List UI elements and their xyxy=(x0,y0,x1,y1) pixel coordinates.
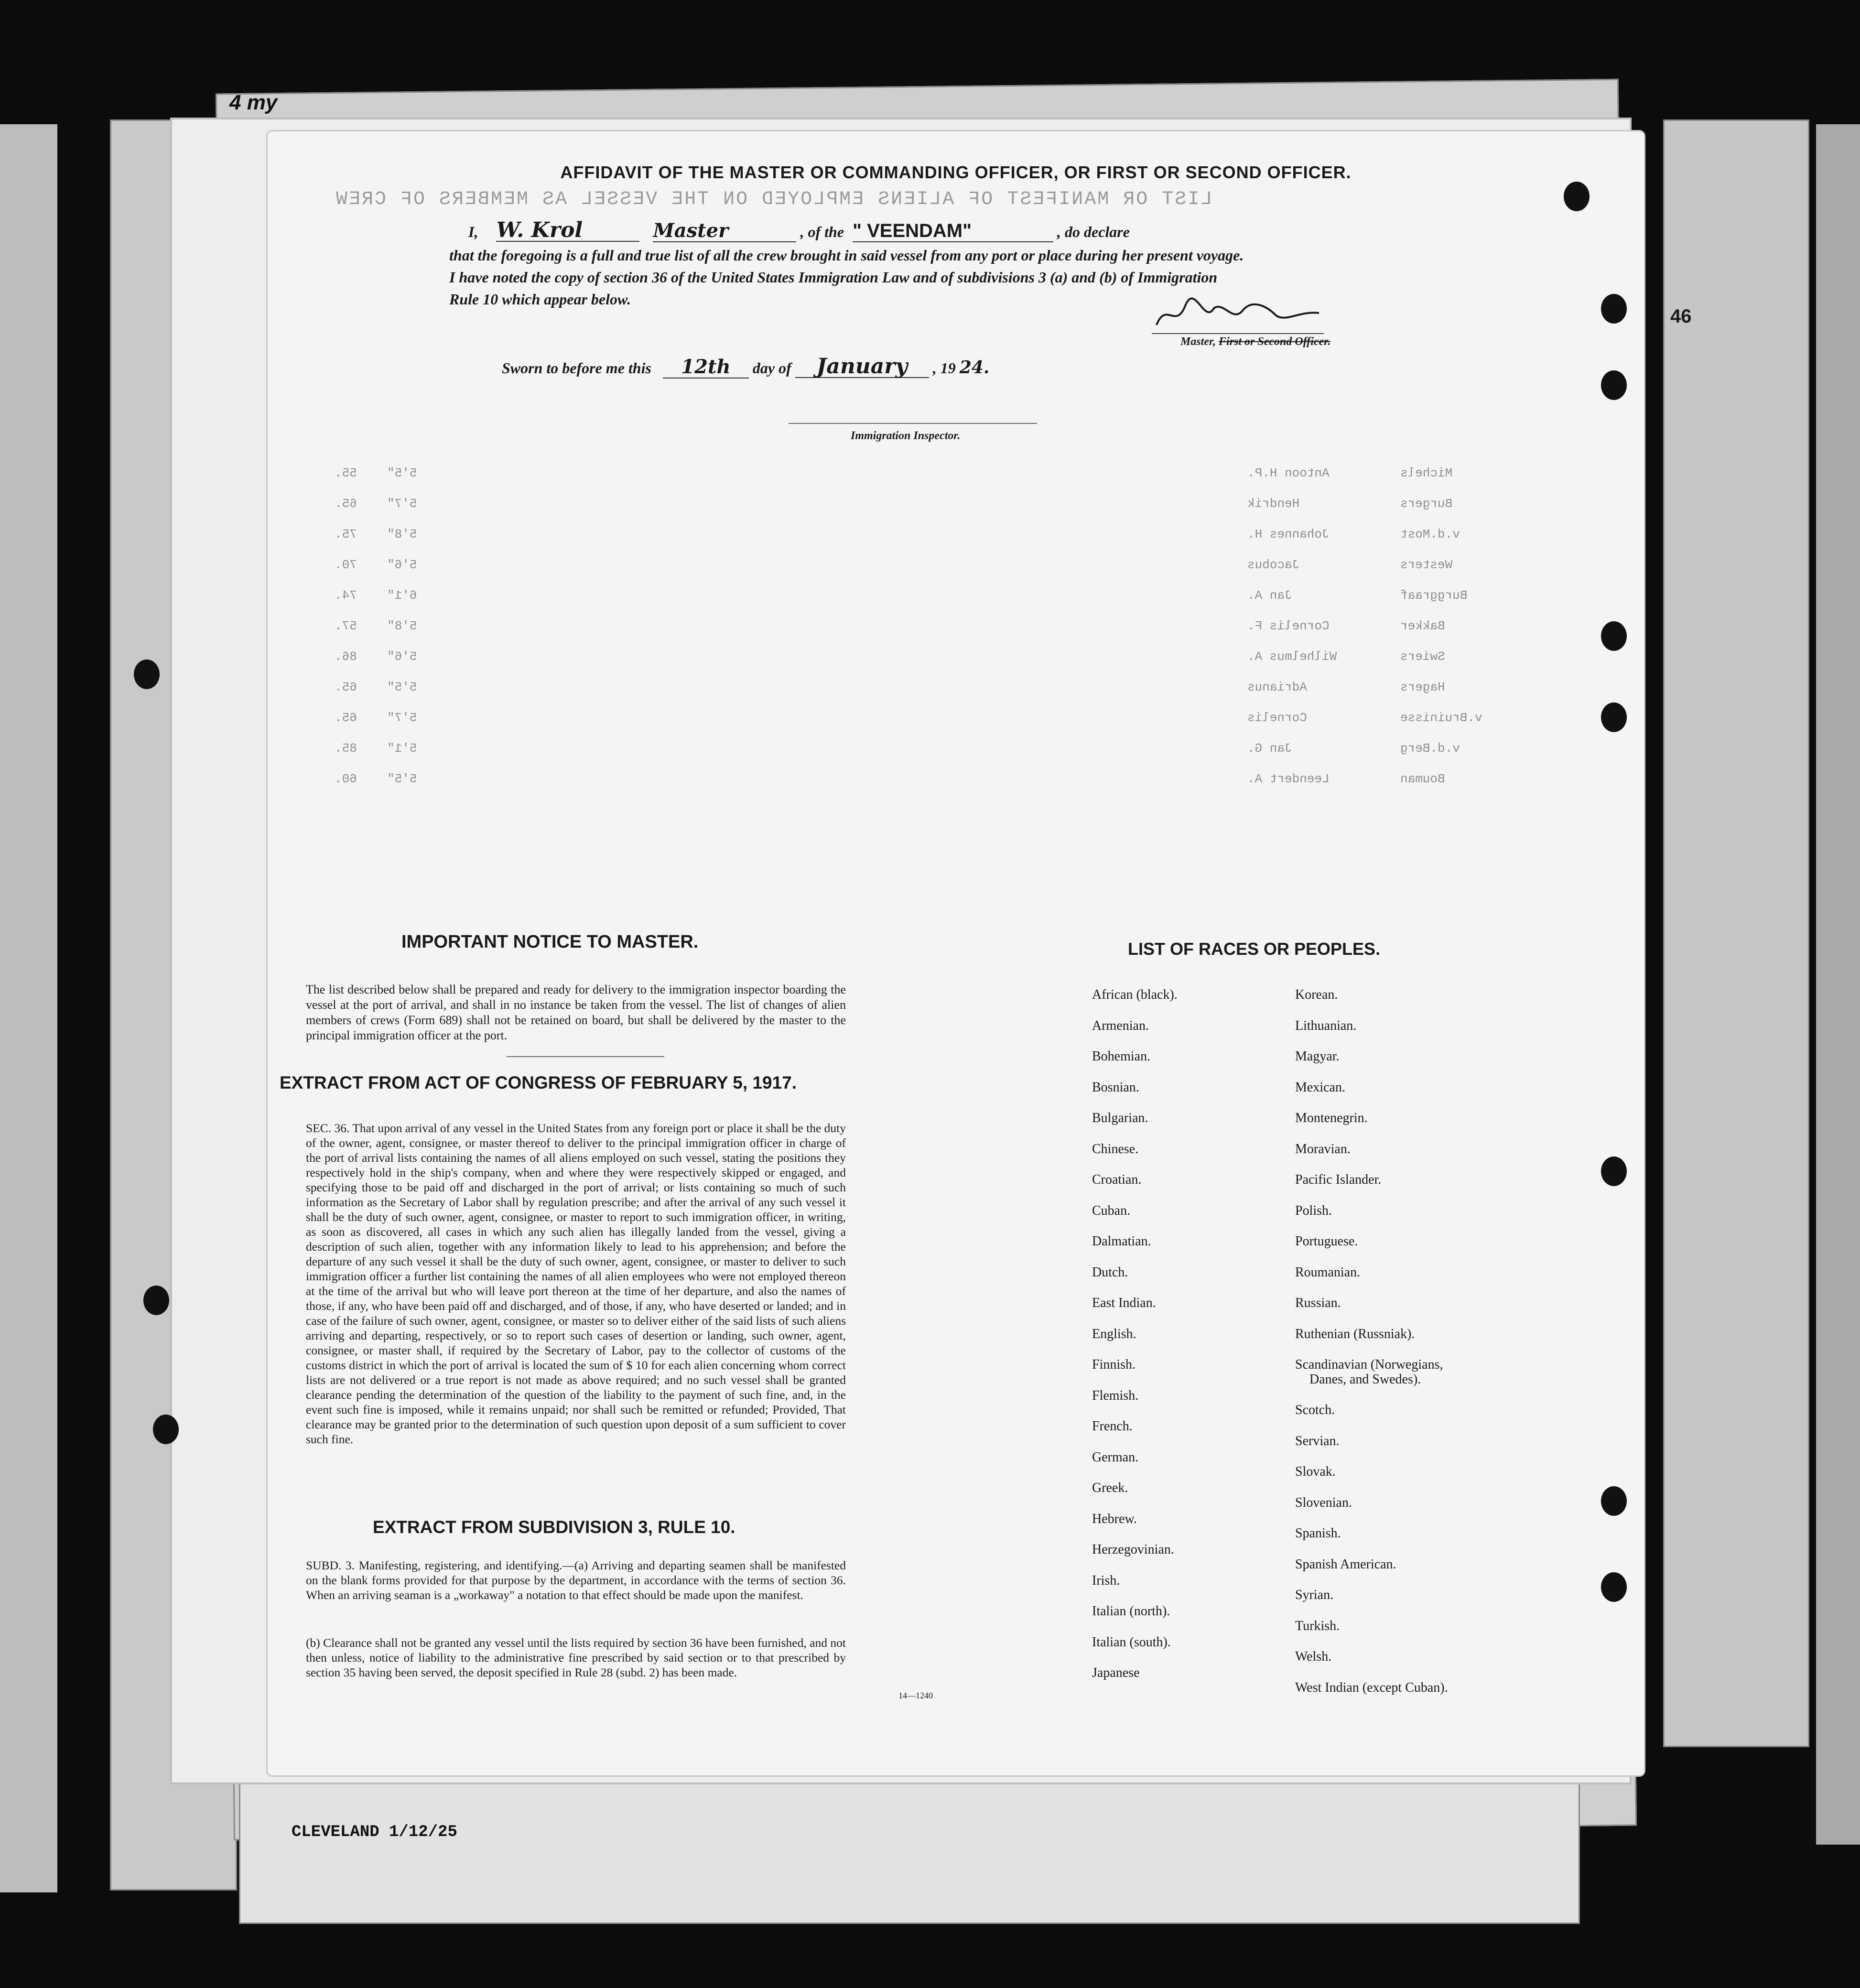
master-signature xyxy=(1152,296,1324,335)
race-item: Bulgarian. xyxy=(1092,1111,1148,1125)
sworn-month: January xyxy=(795,356,929,378)
race-item: Spanish. xyxy=(1295,1526,1341,1541)
punch-hole xyxy=(143,1286,169,1315)
inspector-signature-line xyxy=(789,423,1037,424)
race-item: Turkish. xyxy=(1295,1618,1340,1633)
ghost-weight: 55. xyxy=(335,466,357,480)
ghost-family: Hagers xyxy=(1400,680,1445,694)
race-item: Magyar. xyxy=(1295,1049,1340,1064)
race-item: Scandinavian (Norwegians, xyxy=(1295,1357,1443,1372)
divider xyxy=(507,1056,664,1057)
punch-hole xyxy=(1601,294,1627,324)
race-item: Herzegovinian. xyxy=(1092,1542,1174,1557)
ghost-row xyxy=(315,772,1462,786)
race-item: Mexican. xyxy=(1295,1080,1345,1095)
race-item: Danes, and Swedes). xyxy=(1309,1372,1421,1387)
ghost-given: Jan G. xyxy=(1247,741,1292,756)
ghost-family: Burgers xyxy=(1400,497,1453,511)
ghost-height: 5'8" xyxy=(387,527,417,541)
race-item: Cuban. xyxy=(1092,1203,1131,1218)
extract-act-text: SEC. 36. That upon arrival of any vessel in the United States from any foreign port or place it shall be the duty of the owner, agent, consignee, or master thereof to deliver to the principal immigration officer in charge of the port of arrival lists containing the names of all aliens employed on such vessel, stating the positions they respectively hold in the ship's company, when and where they were respectively skipped or engaged, and specifying those to be paid off and discharged in the port of arrival; or lists containing so much of such information as the Secretary of Labor shall by regulation prescribe; and after the arrival of any such vessel it shall be the duty of such owner, agent, consignee, or master to report to such immigration officer, in writing, as soon as discovered, all cases in which any such alien has illegally landed from the vessel, giving a description of such alien, together with any information likely to lead to his apprehension; and before the departure of any such vessel it shall be the duty of such owner, agent, consignee, or master to deliver to such immigration officer a further list containing the names of all alien employees who were not employed thereon at the time of the arrival but who will leave port thereon at the time of her departure, and also the names of those, if any, who have been paid off and discharged, and of those, if any, who have deserted or landed; and in case of the failure of such owner, agent, consignee, or master so to deliver either of the said lists of such aliens arriving and departing, respectively, or so to report such cases of desertion or landing, such owner, agent, consignee, or master shall, if required by the Secretary of Labor, pay to the collector of customs of the customs district in which the port of arrival is located the sum of $ 10 for each alien concerning whom correct lists are not delivered or a true report is not made as above required; and no such vessel shall be granted clearance pending the determination of the question of the liability to the payment of such fine, and, in the event such fine is imposed, while it remains unpaid; nor shall such be remitted or refunded; Provided, That clearance may be granted prior to the determination of such question upon deposit of a sum sufficient to cover such fine. xyxy=(306,1121,846,1446)
ghost-family: v.d.Most xyxy=(1400,527,1460,541)
ghost-height: 5'6" xyxy=(387,558,417,572)
ghost-weight: 60. xyxy=(335,772,357,786)
race-item: Russian. xyxy=(1295,1296,1341,1310)
race-item: Korean. xyxy=(1295,987,1338,1002)
race-item: Flemish. xyxy=(1092,1388,1139,1403)
race-item: Servian. xyxy=(1295,1433,1340,1448)
officer-rank: Master xyxy=(653,220,796,242)
extract-rule-title: EXTRACT FROM SUBDIVISION 3, RULE 10. xyxy=(373,1517,735,1537)
ghost-given: Jan A. xyxy=(1247,588,1292,603)
ghost-given: Leendert A. xyxy=(1247,772,1330,786)
race-item: Slovenian. xyxy=(1295,1495,1352,1510)
ghost-height: 5'5" xyxy=(387,772,417,786)
mirrored-manifest-title: LIST OR MANIFEST OF ALIENS EMPLOYED ON THE VESSEL AS MEMBERS OF CREW xyxy=(335,189,1212,210)
extract-act-title: EXTRACT FROM ACT OF CONGRESS OF FEBRUARY 5, 1917. xyxy=(280,1073,797,1092)
ghost-height: 5'5" xyxy=(387,466,417,480)
left-neighbor-page xyxy=(0,124,57,1892)
ghost-row xyxy=(315,741,1462,756)
punch-hole xyxy=(134,659,160,689)
race-item: Hebrew. xyxy=(1092,1511,1137,1526)
day-of-label: day of xyxy=(752,359,791,377)
ghost-weight: 75. xyxy=(335,527,357,541)
punch-hole xyxy=(1601,370,1627,400)
inspector-caption: Immigration Inspector. xyxy=(851,430,961,442)
race-item: Montenegrin. xyxy=(1295,1111,1368,1125)
race-item: Polish. xyxy=(1295,1203,1332,1218)
underlying-page-right xyxy=(1663,119,1809,1747)
punch-hole xyxy=(153,1415,179,1444)
race-item: Pacific Islander. xyxy=(1295,1172,1382,1187)
punch-hole xyxy=(1601,1486,1627,1516)
affidavit-line-1 xyxy=(468,220,1329,242)
ghost-row xyxy=(315,558,1462,572)
ghost-family: Bakker xyxy=(1400,619,1445,633)
race-item: Chinese. xyxy=(1092,1141,1139,1156)
ghost-weight: 74. xyxy=(335,588,357,603)
page-number: 46 xyxy=(1670,306,1692,327)
ghost-weight: 85. xyxy=(335,741,357,756)
race-item: Ruthenian (Russniak). xyxy=(1295,1326,1415,1341)
ghost-row xyxy=(315,711,1482,725)
notice-title: IMPORTANT NOTICE TO MASTER. xyxy=(401,932,699,952)
punch-hole xyxy=(1601,1156,1627,1186)
race-item: Italian (north). xyxy=(1092,1604,1170,1619)
race-item: German. xyxy=(1092,1449,1139,1465)
affidavit-line-4: Rule 10 which appear below. xyxy=(449,291,631,308)
ghost-height: 5'7" xyxy=(387,497,417,511)
signature-caption-struck: First or Second Officer. xyxy=(1219,335,1331,348)
ghost-given: Adrianus xyxy=(1247,680,1307,694)
ghost-weight: 65. xyxy=(335,497,357,511)
ghost-weight: 86. xyxy=(335,649,357,664)
race-item: African (black). xyxy=(1092,987,1178,1002)
right-neighbor-page xyxy=(1816,124,1860,1845)
ghost-given: Johannes H. xyxy=(1247,527,1330,541)
races-title: LIST OF RACES OR PEOPLES. xyxy=(1128,939,1381,959)
race-item: Greek. xyxy=(1092,1480,1128,1495)
races-right-column xyxy=(1295,980,1448,1703)
race-item: Portuguese. xyxy=(1295,1234,1358,1249)
extract-rule-text-b: (b) Clearance shall not be granted any vessel until the lists required by section 36 have been furnished, and not then unless, notice of liability to the administrative fine prescribed by said section or to that prescribed by section 35 having been served, the deposit specified in Rule 28 (subd. 2) has been made. xyxy=(306,1636,846,1679)
bottom-strip-label: CLEVELAND 1/12/25 xyxy=(292,1823,457,1841)
race-item: Roumanian. xyxy=(1295,1264,1361,1280)
officer-name: W. Krol xyxy=(496,220,639,242)
sworn-day: 12th xyxy=(663,357,749,378)
ghost-row xyxy=(315,649,1462,664)
race-item: French. xyxy=(1092,1419,1133,1434)
ghost-weight: 65. xyxy=(335,680,357,694)
affidavit-line-3: I have noted the copy of section 36 of the United States Immigration Law and of subdivisions 3 (a) and (b) of Immigration xyxy=(449,269,1218,286)
ghost-height: 5'7" xyxy=(387,711,417,725)
race-item: Finnish. xyxy=(1092,1357,1136,1372)
ghost-given: Hendrik xyxy=(1247,497,1300,511)
affidavit-title: AFFIDAVIT OF THE MASTER OR COMMANDING OFFICER, OR FIRST OR SECOND OFFICER. xyxy=(560,162,1352,182)
ghost-family: Swiers xyxy=(1400,649,1445,664)
punch-hole xyxy=(1601,1572,1627,1602)
ghost-family: Bouman xyxy=(1400,772,1445,786)
affidavit-intro: I, xyxy=(468,223,478,240)
ghost-row xyxy=(315,466,1462,480)
race-item: Spanish American. xyxy=(1295,1556,1396,1572)
ghost-weight: 57. xyxy=(335,619,357,633)
ghost-given: Jacobus xyxy=(1247,558,1300,572)
race-item: Croatian. xyxy=(1092,1172,1142,1187)
affidavit-line-2: that the foregoing is a full and true list of all the crew brought in said vessel from any port or place during her present voyage. xyxy=(449,247,1244,264)
race-item: Moravian. xyxy=(1295,1141,1351,1156)
extract-rule-text-a: SUBD. 3. Manifesting, registering, and identifying.—(a) Arriving and departing seamen shall be manifested on the blank forms provided for that purpose by the department, in accordance with the terms of section 36. When an arriving seaman is a „workaway" a notation to that effect should be made upon the manifest. xyxy=(306,1558,846,1602)
ghost-given: Wilhelmus A. xyxy=(1247,649,1337,664)
punch-hole xyxy=(1601,621,1627,651)
race-item: Italian (south). xyxy=(1092,1634,1171,1650)
sworn-year: 24. xyxy=(959,357,990,378)
signature-caption xyxy=(1180,335,1330,349)
race-item: Welsh. xyxy=(1295,1649,1332,1664)
ghost-family: v.d.Berg xyxy=(1400,741,1460,756)
ghost-row xyxy=(315,588,1468,603)
form-code: 14—1240 xyxy=(898,1691,933,1700)
ghost-row xyxy=(315,497,1462,511)
race-item: Armenian. xyxy=(1092,1018,1149,1033)
race-item: Dalmatian. xyxy=(1092,1234,1151,1249)
race-item: Slovak. xyxy=(1295,1464,1336,1479)
race-item: Japanese xyxy=(1092,1665,1140,1680)
ghost-row xyxy=(315,527,1462,541)
race-item: Irish. xyxy=(1092,1573,1120,1588)
race-item: Bosnian. xyxy=(1092,1080,1139,1095)
of-the-label: , of the xyxy=(800,223,844,240)
ghost-row xyxy=(315,680,1462,694)
punch-hole xyxy=(1601,702,1627,732)
sworn-line xyxy=(502,356,989,378)
do-declare-label: , do declare xyxy=(1057,223,1130,240)
race-item: English. xyxy=(1092,1326,1136,1341)
ghost-weight: 70. xyxy=(335,558,357,572)
ghost-height: 5'6" xyxy=(387,649,417,664)
ghost-family: Burggraaf xyxy=(1400,588,1468,603)
ghost-height: 5'5" xyxy=(387,680,417,694)
ghost-family: Michels xyxy=(1400,466,1453,480)
ghost-height: 5'1" xyxy=(387,741,417,756)
race-item: Dutch. xyxy=(1092,1264,1128,1280)
race-item: Bohemian. xyxy=(1092,1049,1151,1064)
ghost-row xyxy=(315,619,1462,633)
race-item: Scotch. xyxy=(1295,1403,1335,1417)
ghost-family: Westers xyxy=(1400,558,1453,572)
notice-text: The list described below shall be prepared and ready for delivery to the immigration inspector boarding the vessel at the port of arrival, and shall in no instance be taken from the vessel. The list of changes of alien members of crews (Form 689) shall not be retained on board, but shall be delivered by the master to the principal immigration officer at the port. xyxy=(306,983,846,1042)
race-item: West Indian (except Cuban). xyxy=(1295,1680,1448,1695)
ghost-family: v.Bruinisse xyxy=(1400,711,1482,725)
ghost-weight: 65. xyxy=(335,711,357,725)
races-left-column xyxy=(1092,980,1178,1689)
signature-caption-master: Master, xyxy=(1180,335,1216,348)
sworn-label: Sworn to before me this xyxy=(502,359,651,377)
top-scribble: 4 my xyxy=(229,91,278,114)
ghost-height: 6'1" xyxy=(387,588,417,603)
race-item: Syrian. xyxy=(1295,1588,1334,1602)
punch-hole xyxy=(1564,182,1590,211)
ghost-height: 5'8" xyxy=(387,619,417,633)
ghost-given: Cornelis xyxy=(1247,711,1307,725)
ghost-given: Antoon H.P. xyxy=(1247,466,1330,480)
ghost-given: Cornelis F. xyxy=(1247,619,1330,633)
vessel-name: " VEENDAM" xyxy=(853,220,1053,242)
race-item: Lithuanian. xyxy=(1295,1018,1357,1033)
year-prefix-label: , 19 xyxy=(932,359,956,377)
race-item: East Indian. xyxy=(1092,1296,1156,1310)
